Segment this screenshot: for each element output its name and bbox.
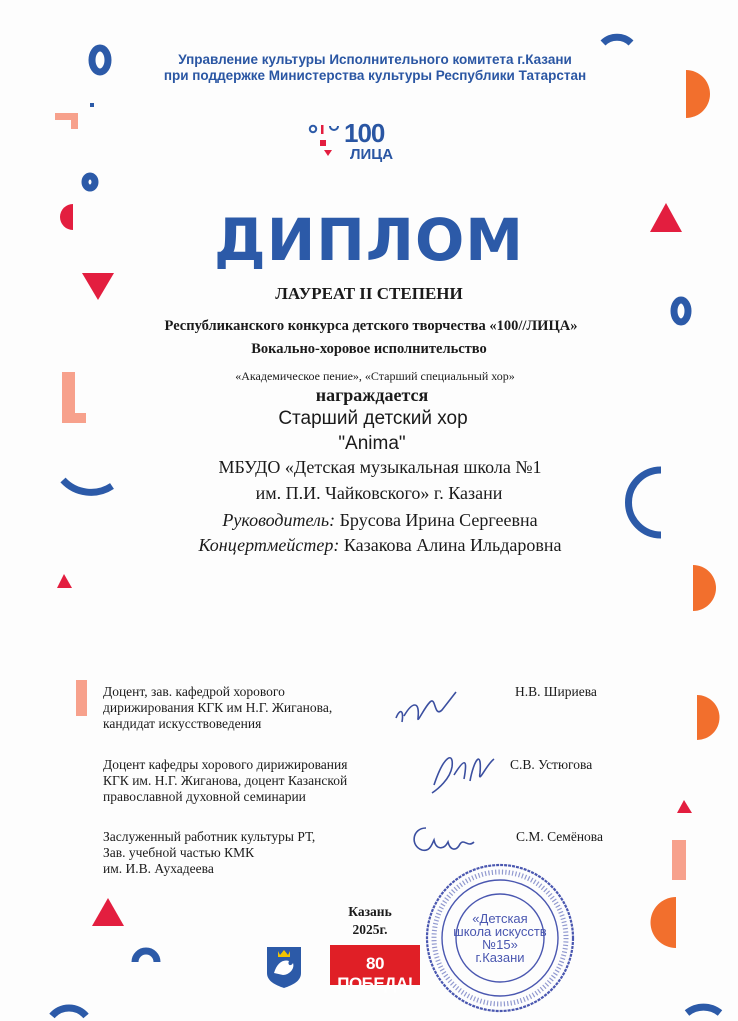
victory-80-badge [330,945,420,993]
signatory-1-title [103,684,332,732]
blue-ring-left [85,176,95,188]
recipient-name: Старший детский хор [278,408,468,429]
signatory-3-title-line: Зав. учебной частью КМК [103,845,255,860]
nomination-line: «Академическое пение», «Старший специальный хор» [235,369,515,383]
signatory-3-title-line: Заслуженный работник культуры РТ, [103,829,316,844]
signatory-2-title [103,757,347,805]
orange-half-disc-right [693,565,716,611]
contest-logo [306,118,416,168]
signatory-1-title-line: Доцент, зав. кафедрой хорового [103,684,285,699]
red-triangle-bottomleft [92,898,124,926]
school-stamp [424,862,576,1014]
signatory-3-name: С.М. Семёнова [516,829,603,844]
blue-arc-bottomleft [52,1008,86,1016]
blue-arc-bottomright [687,1007,720,1013]
signatory-3-title [103,829,315,877]
stamp-line-4: г.Казани [475,950,525,965]
organizer-line: Управление культуры Исполнительного комитета г.Казани [178,52,572,67]
signatory-2-title-line: православной духовной семинарии [103,789,306,804]
accompanist-label: Концертмейстер: [198,535,340,555]
place: Казань [348,904,392,919]
awarded-label: награждается [315,385,429,405]
ensemble-name: "Anima" [338,433,406,454]
degree-line: ЛАУРЕАТ II СТЕПЕНИ [275,284,463,303]
stamp-line-3: №15» [482,937,518,952]
logo-word: ЛИЦА [350,146,394,163]
signatory-3-title-line: им. И.В. Аухадеева [103,861,214,876]
logo-number: 100 [344,118,385,148]
school-line-1: МБУДО «Детская музыкальная школа №1 [218,457,542,477]
signatory-2-name: С.В. Устюгова [510,757,593,772]
leader-name: Брусова Ирина Сергеевна [335,510,538,530]
handwritten-signature-1 [390,688,470,738]
contest-line: Республиканского конкурса детского творчества «100//ЛИЦА» [164,318,578,334]
diploma-title: ДИПЛОМ [214,206,524,274]
support-line: при поддержке Министерства культуры Республики Татарстан [163,68,587,83]
accompanist-name: Казакова Алина Ильдаровна [339,535,562,555]
salmon-corner-topleft [55,113,78,129]
stamp-line-2: школа искусств [453,924,547,939]
signatory-1-name: Н.В. Шириева [515,684,597,699]
orange-half-disc-bottomright [651,897,676,948]
leader-label: Руководитель: [222,510,336,530]
blue-arc-bottom [135,951,157,962]
signatory-1-title-line: кандидат искусствоведения [103,716,262,731]
victory-80-text: 80 ПОБЕДА! [337,954,413,993]
signatory-1-title-line: дирижирования КГК им Н.Г. Жиганова, [103,700,333,715]
blue-arc-topright [603,37,631,43]
place-date [330,903,410,939]
stamp-line-1: «Детская [472,911,528,926]
signatory-2-title-line: КГК им. Н.Г. Жиганова, доцент Казанской [103,773,348,788]
signatory-2-title-line: Доцент кафедры хорового дирижирования [103,757,348,772]
red-triangle-smallleft [57,574,72,588]
school-line-2: им. П.И. Чайковского» г. Казани [255,483,503,503]
red-triangle-smallright [677,800,692,813]
year: 2025г. [352,922,388,937]
leader-line [11,510,738,531]
kazan-emblem-icon [265,945,303,989]
accompanist-line [11,535,738,556]
salmon-corner-bottomright [672,840,686,880]
orange-half-disc-right2 [697,695,720,740]
handwritten-signature-2 [424,745,504,805]
logo-mark-icon [306,120,346,166]
category-line: Вокально-хоровое исполнительство [251,341,487,357]
salmon-bar-middle [76,680,87,716]
